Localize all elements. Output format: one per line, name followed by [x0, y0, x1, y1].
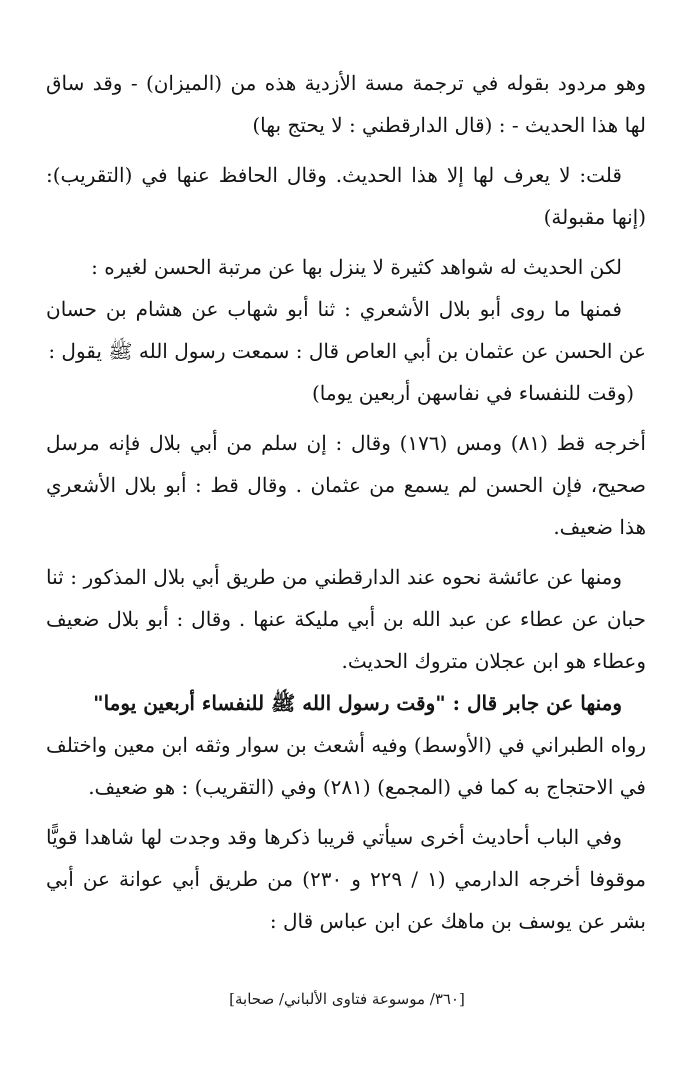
paragraph-takhrij: أخرجه قط (٨١) ومس (١٧٦) وقال : إن سلم من أبي بلال فإنه مرسل صحيح، فإن الحسن لم يسمع من عثمان . وقال قط : أبو بلال الأشعري هذا ضعيف. [46, 431, 646, 539]
paragraph-tabarani: رواه الطبراني في (الأوسط) وفيه أشعث بن سوار وثقه ابن معين واختلف في الاحتجاج به كما في (المجمع) (٢٨١) وفي (التقريب) : هو ضعيف. [46, 733, 646, 799]
page-body [46, 62, 646, 942]
page-footer: [٣٦٠/ موسوعة فتاوى الألباني/ صحابة] [229, 990, 465, 1008]
paragraph-shawahid: لكن الحديث له شواهد كثيرة لا ينزل بها عن مرتبة الحسن لغيره : [91, 255, 622, 279]
paragraph-mizan: وهو مردود بقوله في ترجمة مسة الأزدية هذه من (الميزان) - وقد ساق لها هذا الحديث - : (قال الدارقطني : لا يحتج بها) [46, 71, 646, 137]
paragraph-taqrib: قلت: لا يعرف لها إلا هذا الحديث. وقال الحافظ عنها في (التقريب): (إنها مقبولة) [46, 163, 646, 229]
hadith-quote-jabir: ومنها عن جابر قال : "وقت رسول الله ﷺ للنفساء أربعين يوما" [93, 691, 622, 715]
paragraph-aisha: ومنها عن عائشة نحوه عند الدارقطني من طريق أبي بلال المذكور : ثنا حبان عن عطاء عن عبد الله بن أبي مليكة عنها . وقال : أبو بلال ضعيف وعطاء هو ابن عجلان متروك الحديث. [46, 565, 646, 673]
paragraph-darimi: وفي الباب أحاديث أخرى سيأتي قريبا ذكرها وقد وجدت لها شاهدا قويًّا موقوفا أخرجه الدارمي (١ / ٢٢٩ و ٢٣٠) من طريق أبي عوانة عن أبي بشر عن يوسف بن ماهك عن ابن عباس قال : [46, 825, 646, 933]
paragraph-abu-bilal: فمنها ما روى أبو بلال الأشعري : ثنا أبو شهاب عن هشام بن حسان عن الحسن عن عثمان بن أبي العاص قال : سمعت رسول الله ﷺ يقول : [46, 297, 646, 363]
hadith-quote-uthman: (وقت للنفساء في نفاسهن أربعين يوما) [311, 381, 634, 405]
